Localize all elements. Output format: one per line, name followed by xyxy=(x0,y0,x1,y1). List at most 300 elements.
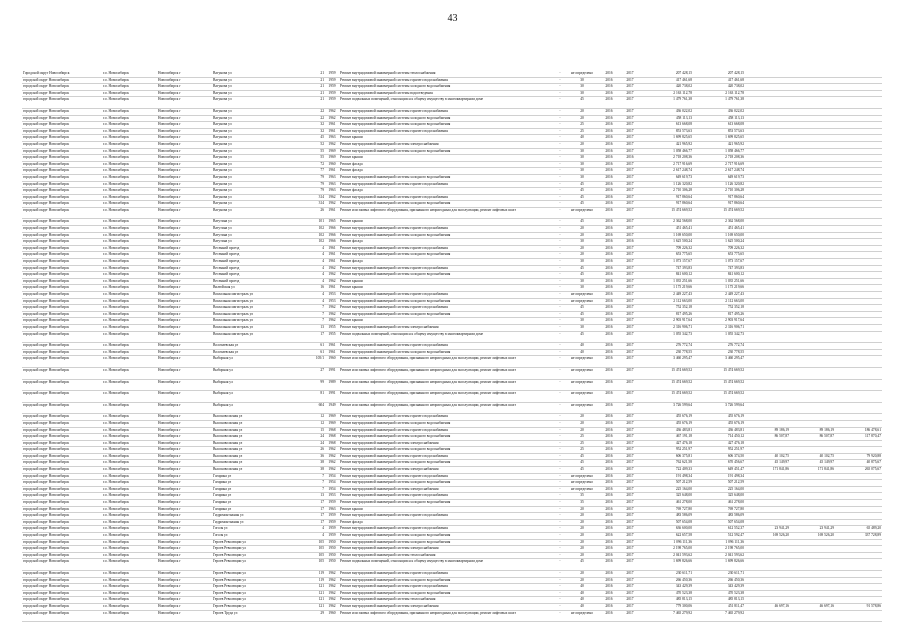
table-cell: 2 362 568,00 xyxy=(693,219,745,226)
table-cell: - xyxy=(555,414,565,421)
table-cell: городской округ Новосибирск xyxy=(22,603,102,610)
table-row xyxy=(22,597,882,604)
table-cell xyxy=(835,122,882,129)
table-cell xyxy=(835,181,882,188)
table-cell xyxy=(790,559,835,571)
table-cell: 30 xyxy=(565,324,599,331)
table-cell: Ремонт внутридомовой инженерной системы холодного водоснабжения xyxy=(339,272,555,279)
table-cell: 722 409,33 xyxy=(641,467,693,474)
table-cell: 21 xyxy=(307,71,325,77)
table-row xyxy=(22,148,882,155)
table-cell: 613 668,08 xyxy=(641,122,693,129)
table-cell: 512 592,47 xyxy=(693,533,745,540)
table-cell: Волочаевская ул xyxy=(212,343,307,350)
table-cell: 417 461,68 xyxy=(693,77,745,84)
table-cell: 102 xyxy=(307,232,325,239)
table-cell: городской округ Новосибирск xyxy=(22,539,102,546)
table-cell xyxy=(835,219,882,226)
table-row xyxy=(22,318,882,325)
table-cell: 2016 xyxy=(599,188,619,195)
table-row xyxy=(22,239,882,246)
table-cell: 2016 xyxy=(599,239,619,246)
table-cell: г.о. Новосибирск xyxy=(102,493,157,500)
table-cell: 23 941,29 xyxy=(790,526,835,533)
table-cell: г.о. Новосибирск xyxy=(102,533,157,540)
table-row xyxy=(22,278,882,285)
table-cell: 1954 xyxy=(325,473,339,480)
table-cell: Ремонт внутридомовой инженерной системы холодного водоснабжения xyxy=(339,174,555,181)
table-cell: 2016 xyxy=(599,379,619,391)
table-cell: Вагунова ул xyxy=(212,84,307,91)
table-cell xyxy=(745,506,790,513)
table-cell: городской округ Новосибирск xyxy=(22,513,102,520)
table-cell: Новосибирск г xyxy=(157,343,212,350)
table-cell: 817 495,26 xyxy=(693,311,745,318)
table-cell: 2017 xyxy=(619,584,641,591)
table-cell: 86 507,87 xyxy=(745,434,790,441)
table-cell: 105 xyxy=(307,552,325,559)
table-cell: 1 175 219,66 xyxy=(693,285,745,292)
table-cell: Вокзальная магистраль ул xyxy=(212,298,307,305)
table-cell: Новосибирск г xyxy=(157,181,212,188)
table-cell: 4 xyxy=(307,272,325,279)
table-cell: 314 xyxy=(307,201,325,208)
table-cell xyxy=(745,207,790,219)
table-cell xyxy=(790,181,835,188)
table-cell: 1959 xyxy=(325,533,339,540)
table-row xyxy=(22,559,882,571)
table-cell xyxy=(745,597,790,604)
table-cell xyxy=(835,590,882,597)
table-cell: 2017 xyxy=(619,219,641,226)
table-cell xyxy=(790,168,835,175)
table-cell: 20 xyxy=(565,519,599,526)
table-cell: 1960 xyxy=(325,610,339,622)
table-cell xyxy=(745,305,790,312)
table-cell: 2016 xyxy=(599,285,619,292)
table-cell xyxy=(835,239,882,246)
table-row xyxy=(22,232,882,239)
table-cell: 24 xyxy=(307,434,325,441)
table-cell: - xyxy=(555,610,565,622)
table-cell: 1962 xyxy=(325,318,339,325)
table-cell: 2017 xyxy=(619,506,641,513)
table-cell xyxy=(790,97,835,109)
table-cell xyxy=(745,391,790,403)
table-row xyxy=(22,526,882,533)
table-row xyxy=(22,252,882,259)
table-cell: 86 507,87 xyxy=(790,434,835,441)
table-cell: 841 600,12 xyxy=(693,272,745,279)
table-cell: Гагарина ул xyxy=(212,480,307,487)
table-cell: Вокзальная магистраль ул xyxy=(212,305,307,312)
table-cell: 2017 xyxy=(619,115,641,122)
table-cell: 2017 xyxy=(619,226,641,233)
table-cell xyxy=(745,324,790,331)
table-cell: 1963 xyxy=(325,174,339,181)
table-cell: Новосибирск г xyxy=(157,226,212,233)
table-cell: 1959 xyxy=(325,77,339,84)
table-cell: - xyxy=(555,526,565,533)
table-cell: Новосибирск г xyxy=(157,265,212,272)
table-row xyxy=(22,245,882,252)
table-cell: городской округ Новосибирск xyxy=(22,84,102,91)
table-cell: г.о. Новосибирск xyxy=(102,597,157,604)
table-cell xyxy=(835,201,882,208)
table-cell: г.о. Новосибирск xyxy=(102,402,157,414)
table-cell: Ремонт внутридомовой инженерной системы холодного водоснабжения xyxy=(339,311,555,318)
table-cell: городской округ Новосибирск xyxy=(22,391,102,403)
table-cell: 77 xyxy=(307,168,325,175)
table-cell: Ремонт подвальных помещений, относящихся к общему имуществу в многоквартирном доме xyxy=(339,97,555,109)
table-cell: - xyxy=(555,533,565,540)
table-row xyxy=(22,90,882,97)
table-cell: городской округ Новосибирск xyxy=(22,533,102,540)
table-cell: Новосибирск г xyxy=(157,402,212,414)
table-cell: 1 055 342,73 xyxy=(693,331,745,343)
table-cell: 952 251,97 xyxy=(693,447,745,454)
table-cell: 2017 xyxy=(619,259,641,266)
table-cell xyxy=(835,226,882,233)
table-cell: городской округ Новосибирск xyxy=(22,141,102,148)
table-cell: 1961 xyxy=(325,168,339,175)
table-cell: 2016 xyxy=(599,480,619,487)
table-cell: 2016 xyxy=(599,584,619,591)
table-cell: - xyxy=(555,519,565,526)
table-cell: 45 xyxy=(565,272,599,279)
table-cell: 1966 xyxy=(325,239,339,246)
table-cell xyxy=(790,356,835,368)
table-cell: 2016 xyxy=(599,603,619,610)
table-cell xyxy=(745,141,790,148)
table-cell xyxy=(835,194,882,201)
table-cell: Новосибирск г xyxy=(157,367,212,379)
table-cell: 1959 xyxy=(325,90,339,97)
table-cell: городской округ Новосибирск xyxy=(22,305,102,312)
table-row xyxy=(22,539,882,546)
table-cell: 45 xyxy=(565,311,599,318)
table-cell: Ремонт внутридомовой инженерной системы горячего водоснабжения xyxy=(339,265,555,272)
table-cell: городской округ Новосибирск xyxy=(22,207,102,219)
table-cell: 2017 xyxy=(619,285,641,292)
table-row xyxy=(22,460,882,467)
table-row xyxy=(22,552,882,559)
table-cell: 2016 xyxy=(599,219,619,226)
table-cell: - xyxy=(555,128,565,135)
table-cell: 32 xyxy=(307,128,325,135)
table-cell xyxy=(790,259,835,266)
table-cell: 2017 xyxy=(619,343,641,350)
table-cell: не определено xyxy=(565,207,599,219)
table-cell xyxy=(745,194,790,201)
table-cell: Высоковольтная ул xyxy=(212,414,307,421)
table-cell: 12 xyxy=(307,414,325,421)
table-cell: 2017 xyxy=(619,356,641,368)
table-cell: Новосибирск г xyxy=(157,379,212,391)
table-cell: 455 676,19 xyxy=(693,420,745,427)
table-cell: Гагарина ул xyxy=(212,500,307,507)
table-cell: 105/1 xyxy=(307,356,325,368)
table-cell: не определено xyxy=(565,71,599,77)
table-cell: 79 xyxy=(307,181,325,188)
table-cell: 841 600,12 xyxy=(641,272,693,279)
table-row xyxy=(22,194,882,201)
table-cell: 46 697,16 xyxy=(745,603,790,610)
table-cell: Новосибирск г xyxy=(157,552,212,559)
table-cell: 2017 xyxy=(619,161,641,168)
table-cell: 121 xyxy=(307,590,325,597)
table-cell: 2017 xyxy=(619,128,641,135)
table-cell: - xyxy=(555,305,565,312)
table-cell xyxy=(790,539,835,546)
table-cell: г.о. Новосибирск xyxy=(102,610,157,622)
table-cell: 79 xyxy=(307,188,325,195)
table-cell: Новосибирск г xyxy=(157,434,212,441)
table-cell: Ремонт фасада xyxy=(339,188,555,195)
table-cell: городской округ Новосибирск xyxy=(22,318,102,325)
table-cell: 30 xyxy=(565,77,599,84)
table-cell: городской округ Новосибирск xyxy=(22,161,102,168)
table-row xyxy=(22,367,882,379)
table-cell: 1950 xyxy=(325,546,339,553)
table-cell: 1959 xyxy=(325,519,339,526)
table-cell: городской округ Новосибирск xyxy=(22,447,102,454)
table-cell xyxy=(745,414,790,421)
table-cell: Новосибирск г xyxy=(157,84,212,91)
table-cell: 13 xyxy=(307,324,325,331)
table-cell xyxy=(790,305,835,312)
table-cell xyxy=(790,278,835,285)
table-cell: 13 xyxy=(307,493,325,500)
table-cell: Новосибирск г xyxy=(157,486,212,493)
table-cell: - xyxy=(555,318,565,325)
table-cell: 32 xyxy=(307,122,325,129)
table-cell xyxy=(745,77,790,84)
table-cell xyxy=(745,285,790,292)
table-cell: 1961 xyxy=(325,259,339,266)
table-cell: Выборная ул xyxy=(212,367,307,379)
table-cell: 15 474 669,52 xyxy=(641,367,693,379)
table-cell: Вагунова ул xyxy=(212,97,307,109)
table-row xyxy=(22,519,882,526)
table-cell xyxy=(745,610,790,622)
table-cell: 1968 xyxy=(325,427,339,434)
table-cell: 1953 xyxy=(325,292,339,299)
table-cell: 2016 xyxy=(599,453,619,460)
table-cell: 15 474 669,52 xyxy=(641,207,693,219)
table-cell xyxy=(745,108,790,115)
table-cell: 2 617 248,74 xyxy=(641,168,693,175)
table-cell: Весенний проезд xyxy=(212,245,307,252)
table-cell: г.о. Новосибирск xyxy=(102,447,157,454)
table-cell xyxy=(745,493,790,500)
table-cell: 483 586,09 xyxy=(641,513,693,520)
table-cell: не определено xyxy=(565,610,599,622)
table-cell: 40 102,75 xyxy=(745,453,790,460)
table-cell: Новосибирск г xyxy=(157,77,212,84)
table-cell: - xyxy=(555,174,565,181)
table-cell: городской округ Новосибирск xyxy=(22,285,102,292)
table-cell: Новосибирск г xyxy=(157,584,212,591)
table-cell: Ремонт внутридомовой инженерной системы электроснабжения xyxy=(339,486,555,493)
table-cell: Вагунова ул xyxy=(212,90,307,97)
table-cell: - xyxy=(555,513,565,520)
table-cell: - xyxy=(555,207,565,219)
table-cell: Ремонт фасада xyxy=(339,519,555,526)
table-cell: Новосибирск г xyxy=(157,447,212,454)
table-cell: - xyxy=(555,434,565,441)
table-cell: Ремонт внутридомовой инженерной системы холодного водоснабжения xyxy=(339,539,555,546)
table-cell: 1962 xyxy=(325,194,339,201)
table-cell: городской округ Новосибирск xyxy=(22,252,102,259)
table-cell xyxy=(835,546,882,553)
table-cell: - xyxy=(555,259,565,266)
table-cell: Новосибирск г xyxy=(157,539,212,546)
table-cell: 1959 xyxy=(325,500,339,507)
table-row xyxy=(22,427,882,434)
table-cell: 2 717 916,69 xyxy=(641,161,693,168)
table-cell: 2016 xyxy=(599,526,619,533)
table-cell xyxy=(745,343,790,350)
table-cell: 45 xyxy=(565,97,599,109)
table-cell: городской округ Новосибирск xyxy=(22,480,102,487)
table-cell: - xyxy=(555,161,565,168)
table-cell: - xyxy=(555,90,565,97)
table-cell xyxy=(790,597,835,604)
table-cell: городской округ Новосибирск xyxy=(22,440,102,447)
table-cell: г.о. Новосибирск xyxy=(102,331,157,343)
table-cell: 1 169 650,00 xyxy=(641,232,693,239)
table-row xyxy=(22,259,882,266)
table-cell: 1961 xyxy=(325,343,339,350)
table-cell: 2016 xyxy=(599,97,619,109)
table-cell: 30 xyxy=(565,168,599,175)
table-cell: 2016 xyxy=(599,226,619,233)
table-cell: 2016 xyxy=(619,239,641,246)
table-cell: городской округ Новосибирск xyxy=(22,506,102,513)
table-cell: Новосибирск г xyxy=(157,108,212,115)
table-cell xyxy=(835,402,882,414)
table-cell xyxy=(835,577,882,584)
table-cell xyxy=(835,141,882,148)
table-cell: 7 xyxy=(307,473,325,480)
table-row xyxy=(22,155,882,162)
table-cell: 1 126 320,82 xyxy=(693,181,745,188)
table-cell xyxy=(790,500,835,507)
table-cell: 1961 xyxy=(325,122,339,129)
table-cell xyxy=(790,402,835,414)
table-cell: 55 xyxy=(307,148,325,155)
table-cell: Ремонт или замена лифтового оборудования, признанного непригодным для эксплуатации, ремонт лифтовых шахт xyxy=(339,402,555,414)
table-cell: 2016 xyxy=(599,590,619,597)
table-cell xyxy=(745,539,790,546)
table-row xyxy=(22,97,882,109)
table-row xyxy=(22,108,882,115)
table-cell: г.о. Новосибирск xyxy=(102,318,157,325)
table-cell: 169 526,20 xyxy=(790,533,835,540)
table-cell xyxy=(835,570,882,577)
table-cell: 2017 xyxy=(619,324,641,331)
table-cell: 2016 xyxy=(599,252,619,259)
table-cell xyxy=(835,552,882,559)
table-cell: - xyxy=(555,324,565,331)
table-cell: 622 657,58 xyxy=(641,533,693,540)
table-cell: - xyxy=(555,311,565,318)
table-cell: г.о. Новосибирск xyxy=(102,128,157,135)
table-cell: Вокзальная магистраль ул xyxy=(212,318,307,325)
table-cell: 265 075,67 xyxy=(835,467,882,474)
table-cell xyxy=(745,292,790,299)
table-cell: Новосибирск г xyxy=(157,590,212,597)
table-cell: 1961 xyxy=(325,128,339,135)
table-cell: - xyxy=(555,356,565,368)
table-cell: 2016 xyxy=(599,128,619,135)
table-cell: 1963 xyxy=(325,506,339,513)
table-cell: Вагунова ул xyxy=(212,181,307,188)
table-cell: 1960 xyxy=(325,161,339,168)
table-row xyxy=(22,181,882,188)
table-cell: 186 478,61 xyxy=(835,427,882,434)
table-cell xyxy=(790,90,835,97)
table-cell: 40 xyxy=(565,349,599,356)
table-row xyxy=(22,570,882,577)
table-cell: 2016 xyxy=(599,546,619,553)
table-cell: 20 xyxy=(565,506,599,513)
table-cell: - xyxy=(555,71,565,77)
table-cell: 99 xyxy=(307,379,325,391)
table-cell: - xyxy=(555,168,565,175)
table-cell xyxy=(835,610,882,622)
table-cell xyxy=(790,570,835,577)
table-cell: Высоковольтная ул xyxy=(212,427,307,434)
table-cell xyxy=(835,486,882,493)
table-cell: 917 860,64 xyxy=(641,194,693,201)
table-cell: 15 xyxy=(307,427,325,434)
table-cell: - xyxy=(555,278,565,285)
table-cell: 2017 xyxy=(619,513,641,520)
table-cell: 2 041 593,62 xyxy=(693,552,745,559)
table-cell: 15 474 669,52 xyxy=(693,391,745,403)
table-cell xyxy=(790,188,835,195)
table-cell: Вагунова ул xyxy=(212,161,307,168)
table-cell: 4 xyxy=(307,278,325,285)
table-cell xyxy=(790,272,835,279)
table-cell xyxy=(745,349,790,356)
table-cell: 81 xyxy=(307,391,325,403)
table-cell: Ремонт крыши xyxy=(339,285,555,292)
table-cell xyxy=(745,90,790,97)
table-cell: 2016 xyxy=(599,343,619,350)
table-cell: 26 xyxy=(307,447,325,454)
table-cell: городской округ Новосибирск xyxy=(22,232,102,239)
table-cell: 2017 xyxy=(619,570,641,577)
table-row xyxy=(22,292,882,299)
table-cell: 119 xyxy=(307,570,325,577)
table-cell: 22 xyxy=(307,115,325,122)
table-cell: 1989 xyxy=(325,379,339,391)
table-cell: 1968 xyxy=(325,434,339,441)
table-cell: 52 xyxy=(307,141,325,148)
table-cell: 2016 xyxy=(599,168,619,175)
table-cell xyxy=(790,292,835,299)
table-cell: 1 058 466,77 xyxy=(693,148,745,155)
table-cell: 17 xyxy=(307,500,325,507)
table-cell: Ремонт внутридомовой инженерной системы горячего водоснабжения xyxy=(339,292,555,299)
table-cell xyxy=(790,226,835,233)
table-cell: 17 xyxy=(307,519,325,526)
table-cell: 485 813,15 xyxy=(693,597,745,604)
table-cell xyxy=(790,84,835,91)
